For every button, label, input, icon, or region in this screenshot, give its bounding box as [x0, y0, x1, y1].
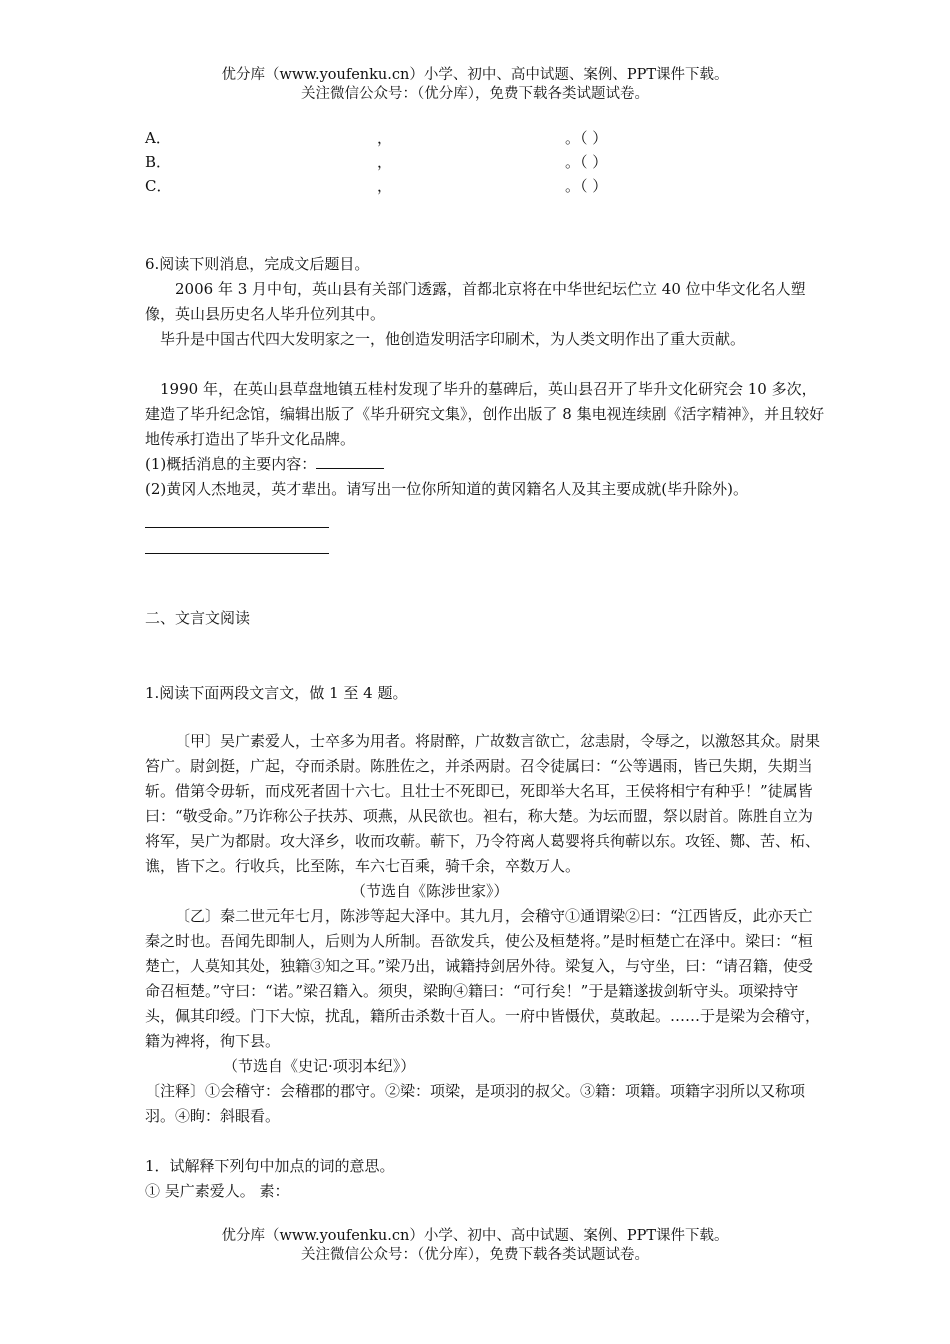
option-end: 。（ ） [565, 177, 608, 195]
passage-yi-source: （节选自《史记·项羽本纪》） [223, 1057, 416, 1075]
footer-line-2: 关注微信公众号：（优分库），免费下载各类试题试卷。 [301, 1247, 649, 1263]
answer-blank[interactable] [316, 452, 384, 469]
answer-line-1[interactable] [145, 502, 329, 528]
q6-sub-1-text: (1)概括消息的主要内容： [145, 455, 317, 473]
option-label: A． [145, 129, 171, 147]
option-end: 。（ ） [565, 153, 608, 171]
option-end: 。（ ） [565, 129, 608, 147]
option-comma: ， [377, 177, 393, 195]
passage-jia: 〔甲〕吴广素爱人，士卒多为用者。将尉醉，广故数言欲亡，忿恚尉，令辱之，以激怒其众。尉果笞广。尉剑挺，广起，夺而杀尉。陈胜佐之，并杀两尉。召令徒属曰：“公等遇雨，皆已失期，失期当斩。借第令毋斩，而戍死者固十六七。且壮士不死即已，死即举大名耳，王侯将相宁有种乎！”徒属皆曰：“敬受命。”乃诈称公子扶苏、项燕，从民欲也。袒右，称大楚。为坛而盟，祭以尉首。陈胜自立为将军，吴广为都尉。攻大泽乡，收而攻蕲。蕲下，乃令符离人葛婴将兵徇蕲以东。攻铚、酂、苦、柘、谯，皆下之。行收兵，比至陈，车六七百乘，骑千余，卒数万人。 [145, 732, 821, 875]
q6-title: 6.阅读下则消息，完成文后题目。 [145, 255, 370, 273]
section-2-q1-title: 1.阅读下面两段文言文，做 1 至 4 题。 [145, 684, 408, 702]
page-footer [0, 1227, 950, 1265]
annotation-note: 〔注释〕①会稽守：会稽郡的郡守。②梁：项梁，是项羽的叔父。③籍：项籍。项籍字羽所以又称项羽。④眴：斜眼看。 [145, 1082, 806, 1125]
header-line-2: 关注微信公众号：（优分库），免费下载各类试题试卷。 [301, 86, 649, 102]
q6-para-1: 2006 年 3 月中旬，英山县有关部门透露，首都北京将在中华世纪坛伫立 40 位中华文化名人塑像，英山县历史名人毕升位列其中。 [145, 280, 806, 323]
q6-sub-2: (2)黄冈人杰地灵，英才辈出。请写出一位你所知道的黄冈籍名人及其主要成就(毕升除外)。 [145, 480, 748, 498]
passage-jia-source: （节选自《陈涉世家》） [351, 882, 509, 900]
page-header [0, 66, 950, 104]
passage-yi: 〔乙〕秦二世元年七月，陈涉等起大泽中。其九月，会稽守①通谓梁②曰：“江西皆反，此亦天亡秦之时也。吾闻先即制人，后则为人所制。吾欲发兵，使公及桓楚将。”是时桓楚亡在泽中。梁曰：“桓楚亡，人莫知其处，独籍③知之耳。”梁乃出，诫籍持剑居外待。梁复入，与守坐，曰：“请召籍，使受命召桓楚。”守曰：“诺。”梁召籍入。须臾，梁眴④籍曰：“可行矣！”于是籍遂拔剑斩守头。项梁持守头，佩其印绶。门下大惊，扰乱，籍所击杀数十百人。一府中皆慑伏，莫敢起。……于是梁为会稽守，籍为裨将，徇下县。 [145, 907, 821, 1050]
option-b [145, 150, 825, 174]
option-c [145, 174, 825, 198]
section-2-q1-item-1: ① 吴广素爱人。 素： [145, 1182, 290, 1200]
option-label: B． [145, 153, 172, 171]
answer-line-2[interactable] [145, 528, 329, 554]
footer-line-1: 优分库（www.youfenku.cn）小学、初中、高中试题、案例、PPT课件下载。 [221, 1228, 729, 1244]
document-body [145, 126, 825, 1204]
option-a [145, 126, 825, 150]
option-comma: ， [377, 153, 393, 171]
header-line-1: 优分库（www.youfenku.cn）小学、初中、高中试题、案例、PPT课件下载。 [221, 67, 729, 83]
option-comma: ， [377, 129, 393, 147]
q6-para-2: 毕升是中国古代四大发明家之一，他创造发明活字印刷术，为人类文明作出了重大贡献。 [160, 330, 746, 348]
section-2-q1-sub: 1．试解释下列句中加点的词的意思。 [145, 1157, 395, 1175]
section-2-title: 二、文言文阅读 [145, 609, 251, 627]
q6-para-3: 1990 年，在英山县草盘地镇五桂村发现了毕升的墓碑后，英山县召开了毕升文化研究会 10 多次，建造了毕升纪念馆，编辑出版了《毕升研究文集》，创作出版了 8 集电视连续剧《活字精神》，并且较好地传承打造出了毕升文化品牌。 [145, 380, 825, 448]
option-label: C． [145, 177, 172, 195]
q6-sub-1 [145, 452, 825, 477]
